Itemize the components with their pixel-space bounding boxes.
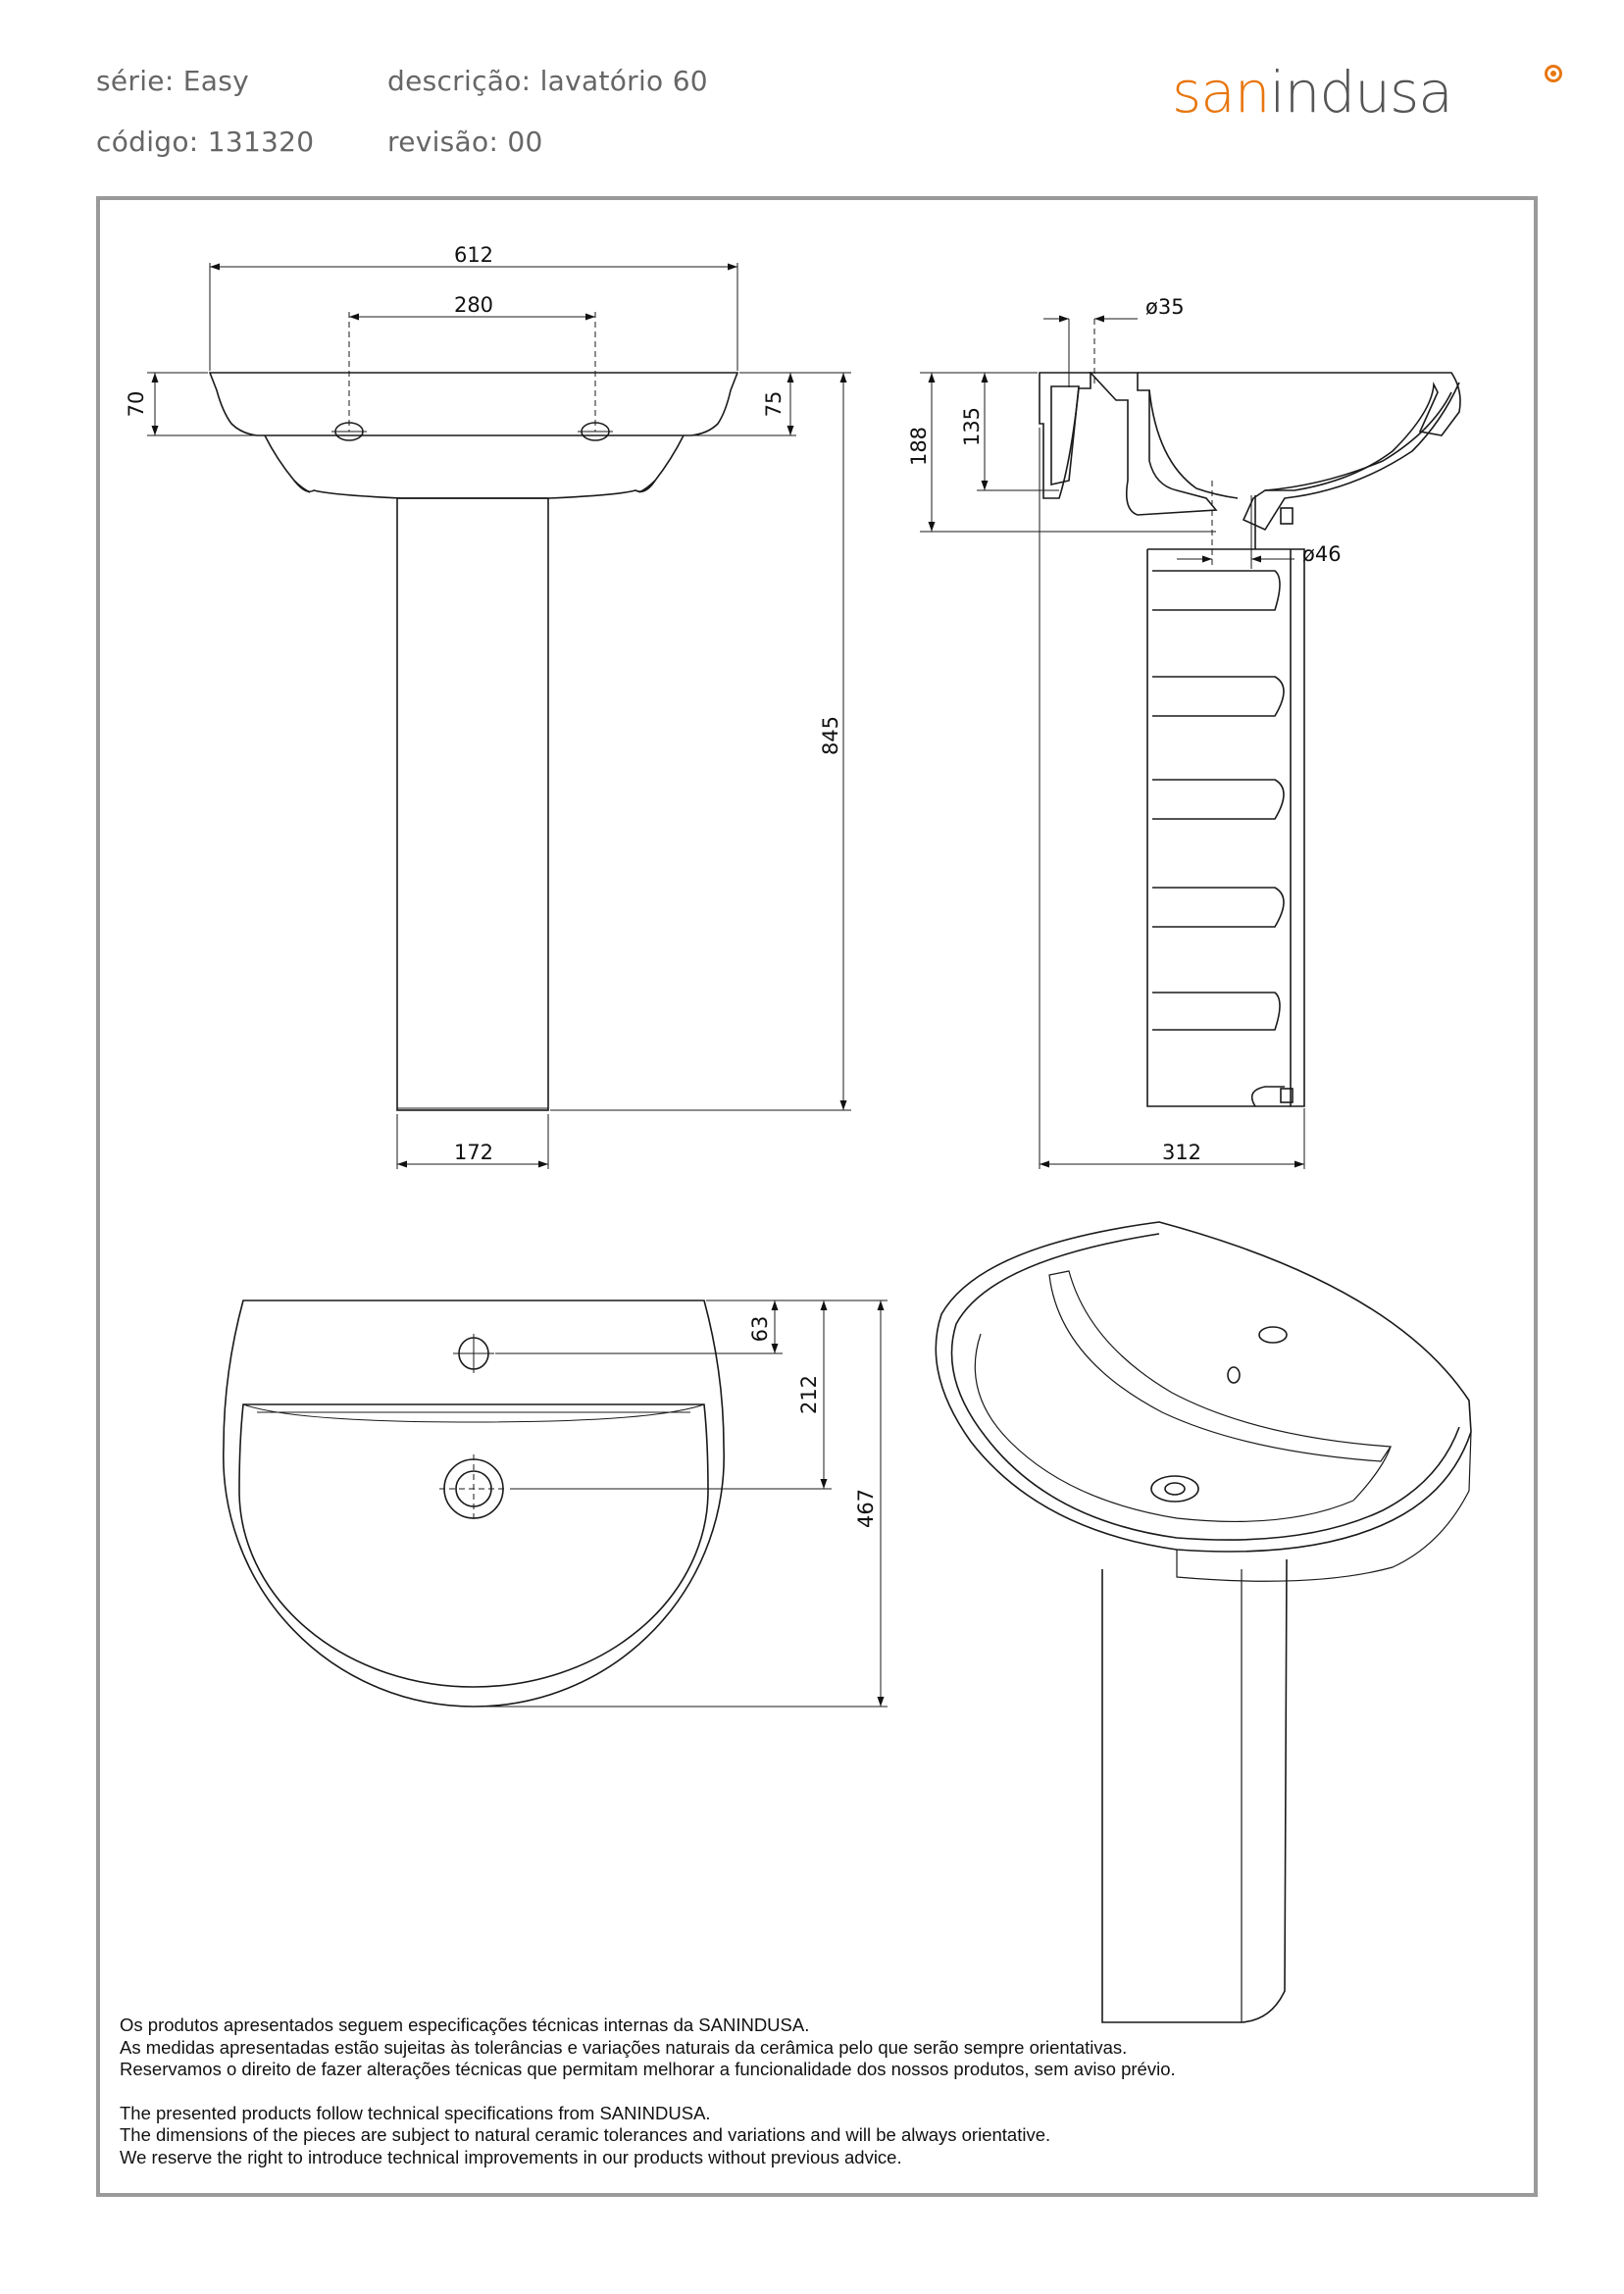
pedestal-section xyxy=(1147,549,1304,1106)
pedestal-rib xyxy=(1152,888,1284,927)
bowl-left-lip xyxy=(294,481,310,492)
dim-depth-467: 467 xyxy=(854,1488,878,1529)
dim-depth-188: 188 xyxy=(907,426,931,467)
dim-rim-70: 70 xyxy=(125,390,148,418)
perspective-view xyxy=(936,1222,1471,2022)
dim-pedestal-172: 172 xyxy=(453,1141,494,1164)
bowl-underside xyxy=(265,435,684,498)
front-view xyxy=(210,373,737,1110)
dim-height-845: 845 xyxy=(819,715,842,756)
disclaimer-notes xyxy=(120,2014,1512,2168)
drain-perspective xyxy=(1151,1476,1198,1502)
pedestal-perspective xyxy=(1102,1559,1287,2022)
note-en-2: The dimensions of the pieces are subject to natural ceramic tolerances and variations and will be always orientative. xyxy=(120,2124,1051,2145)
pedestal-rib xyxy=(1152,780,1284,819)
dim-width-312: 312 xyxy=(1161,1141,1202,1164)
pedestal-rib xyxy=(1152,993,1280,1030)
logo-part-indusa: indusa xyxy=(1269,59,1452,126)
pedestal-rib xyxy=(1152,571,1280,610)
note-en-1: The presented products follow technical specifications from SANINDUSA. xyxy=(120,2102,711,2123)
revisao-label: revisão: 00 xyxy=(387,126,543,158)
dim-width-612: 612 xyxy=(453,243,494,267)
note-pt-1: Os produtos apresentados seguem especificações técnicas internas da SANINDUSA. xyxy=(120,2014,810,2035)
pedestal xyxy=(397,498,548,1110)
front-dimensions xyxy=(147,263,851,1169)
tap-hole-perspective xyxy=(1259,1327,1287,1343)
top-dimensions xyxy=(474,1300,888,1707)
note-pt-3: Reservamos o direito de fazer alterações técnicas que permitam melhorar a funcionalidade dos nossos produtos, sem aviso prévio. xyxy=(120,2059,1176,2079)
dim-tap-hole-35: ø35 xyxy=(1145,295,1185,319)
bowl-right-lip xyxy=(639,481,655,492)
basin-rim xyxy=(210,373,737,435)
descricao-label: descrição: lavatório 60 xyxy=(387,65,708,97)
dim-depth-135: 135 xyxy=(960,406,984,447)
serie-label: série: Easy xyxy=(96,65,249,97)
basin-perspective xyxy=(936,1222,1471,1552)
side-section-view xyxy=(1040,373,1460,1106)
dim-rim-75: 75 xyxy=(762,390,786,418)
note-en-3: We reserve the right to introduce technical improvements in our products without previous advice. xyxy=(120,2146,902,2167)
tap-hole xyxy=(453,1334,494,1373)
pedestal-rib xyxy=(1152,677,1284,716)
basin-section xyxy=(1040,373,1091,498)
dim-drain-46: ø46 xyxy=(1302,542,1342,566)
dim-tap-offset-63: 63 xyxy=(748,1315,772,1343)
dim-drain-offset-212: 212 xyxy=(797,1374,821,1415)
top-view xyxy=(224,1300,724,1707)
codigo-label: código: 131320 xyxy=(96,126,315,158)
dim-tap-spacing-280: 280 xyxy=(453,293,494,317)
drain-hole xyxy=(439,1454,508,1523)
logo-part-san: san xyxy=(1172,59,1270,126)
note-pt-2: As medidas apresentadas estão sujeitas às tolerâncias e variações naturais da cerâmica pelo que serão sempre orientativas. xyxy=(120,2036,1128,2058)
